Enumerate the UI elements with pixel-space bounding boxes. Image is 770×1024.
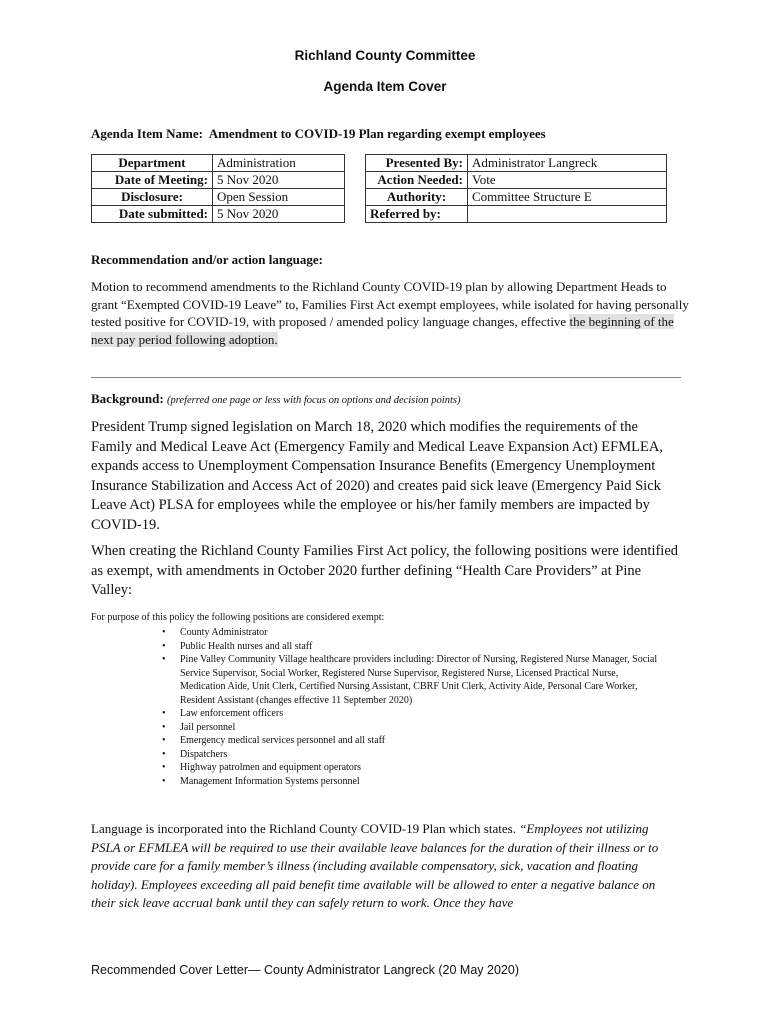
committee-title: Richland County Committee: [294, 48, 476, 63]
recommendation-body: Motion to recommend amendments to the Richland County COVID-19 plan by allowing Department Heads to grant “Exempted COVID-19 Leave” to, Families First Act exempt employees, while isolated for having personally tested positive for COVID-19, with proposed / amended policy language changes, effective: [91, 279, 689, 329]
bullet-icon: •: [162, 721, 166, 733]
list-item-text: Management Information Systems personnel: [180, 775, 360, 787]
disclosure-label: Disclosure:: [92, 189, 213, 206]
list-item: [162, 640, 662, 654]
referred-by-value: [468, 206, 667, 223]
referred-by-label: Referred by:: [366, 206, 468, 223]
bullet-icon: •: [162, 775, 166, 787]
list-item: [162, 775, 662, 789]
date-submitted-value: 5 Nov 2020: [213, 206, 345, 223]
background-label: Background:: [91, 391, 164, 406]
authority-value: Committee Structure E: [468, 189, 667, 206]
table-row: [92, 155, 345, 172]
section-divider: [91, 377, 681, 378]
recommendation-text: [91, 278, 691, 348]
list-item: [162, 707, 662, 721]
list-item: [162, 721, 662, 735]
bullet-icon: •: [162, 735, 166, 746]
bullet-icon: •: [162, 762, 166, 773]
action-needed-value: Vote: [468, 172, 667, 189]
table-row: [366, 155, 667, 172]
presented-by-label: Presented By:: [366, 155, 468, 172]
legislation-paragraph: President Trump signed legislation on March 18, 2020 which modifies the requirements of the Family and Medical Leave Act (Emergency Family and Medical Leave Expansion Act) EFMLEA, expands access to Unemployment Compensation Insurance Benefits (Emergency Unemployment Insurance Stabilization and Access Act of 2020) and creates paid sick leave (Emergency Paid Sick Leave Act) PLSA for employees while the employee or his/her family members are impacted by COVID-19.: [91, 419, 663, 533]
list-item-text: Dispatchers: [180, 748, 228, 760]
purpose-statement: For purpose of this policy the following positions are considered exempt:: [91, 612, 385, 623]
list-item-text: County Administrator: [180, 627, 268, 638]
meeting-info-table: [91, 154, 345, 223]
recommendation-heading: Recommendation and/or action language:: [91, 252, 323, 267]
list-item: [162, 748, 662, 762]
exempt-positions-list: [162, 626, 662, 788]
exempt-positions-paragraph: When creating the Richland County Families First Act policy, the following positions were identified as exempt, with amendments in October 2020 further defining “Health Care Providers” at Pine Valley:: [91, 543, 679, 598]
authority-label: Authority:: [366, 189, 468, 206]
department-label: Department: [92, 155, 213, 172]
background-heading: [91, 391, 460, 407]
list-item: [162, 653, 662, 707]
bullet-icon: •: [162, 708, 166, 719]
table-row: [92, 206, 345, 223]
background-note: (preferred one page or less with focus on options and decision points): [166, 395, 461, 406]
table-row: [366, 172, 667, 189]
list-item: [162, 734, 662, 748]
agenda-item-label: Agenda Item Name:: [91, 126, 203, 141]
list-item-text: Highway patrolmen and equipment operators: [180, 762, 362, 773]
recommendation-highlight: the beginning of the next pay period following adoption.: [91, 314, 674, 347]
list-item: [162, 626, 662, 640]
bullet-icon: •: [162, 640, 166, 652]
plan-language-paragraph: [91, 820, 681, 913]
document-title: Agenda Item Cover: [323, 79, 447, 94]
list-item-text: Jail personnel: [180, 721, 236, 733]
date-submitted-label: Date submitted:: [92, 206, 213, 223]
list-item-text: Public Health nurses and all staff: [180, 640, 313, 652]
department-value: Administration: [213, 155, 345, 172]
agenda-item-value: Amendment to COVID-19 Plan regarding exempt employees: [208, 126, 546, 141]
table-row: [366, 189, 667, 206]
list-item-text: Pine Valley Community Village healthcare providers including: Director of Nursing, Registered Nurse Manager, Social Service Supervisor, Social Worker, Registered Nurse Supervisor, Registered Nurse, Licensed Practical Nurse, Medication Aide, Unit Clerk, Certified Nursing Assistant, CBRF Unit Clerk, Activity Aide, Personal Care Worker, Resident Assistant (changes effective 11 September 2020): [180, 654, 658, 706]
presented-by-value: Administrator Langreck: [468, 155, 667, 172]
action-info-table: [365, 154, 667, 223]
plan-language-quote: “Employees not utilizing PSLA or EFMLEA will be required to use their available leave balances for the duration of their illness or to provide care for a family member’s illness (including available compensatory, sick, vacation and floating holiday). Employees exceeding all paid benefit time available will be allowed to enter a negative balance on their sick leave accrual bank until they can safely return to work. Once they have: [91, 821, 659, 910]
action-needed-label: Action Needed:: [366, 172, 468, 189]
table-row: [92, 189, 345, 206]
plan-language-intro: Language is incorporated into the Richland County COVID-19 Plan which states.: [91, 821, 520, 836]
table-row: [92, 172, 345, 189]
page-footer: Recommended Cover Letter— County Administrator Langreck (20 May 2020): [91, 963, 519, 977]
table-row: [366, 206, 667, 223]
list-item-text: Law enforcement officers: [180, 708, 284, 719]
bullet-icon: •: [162, 654, 166, 665]
list-item-text: Emergency medical services personnel and all staff: [180, 735, 386, 746]
list-item: [162, 761, 662, 775]
agenda-item-name: [91, 126, 546, 142]
bullet-icon: •: [162, 748, 166, 760]
bullet-icon: •: [162, 627, 166, 638]
meeting-date-value: 5 Nov 2020: [213, 172, 345, 189]
disclosure-value: Open Session: [213, 189, 345, 206]
meeting-date-label: Date of Meeting:: [92, 172, 213, 189]
